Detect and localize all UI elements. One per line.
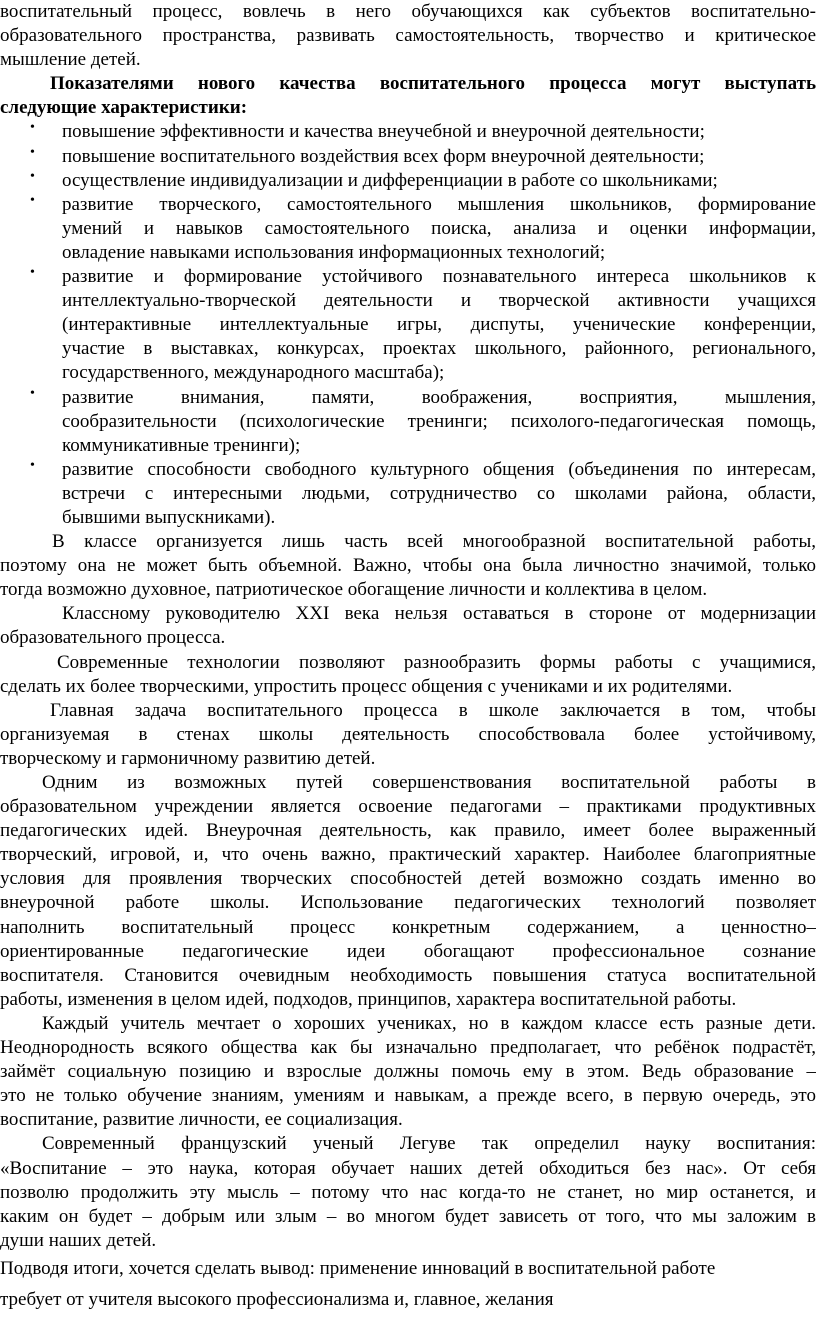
list-item	[0, 193, 816, 265]
text-line: Классному руководителю XXI века нельзя оставаться в стороне от модернизации	[62, 603, 816, 625]
bullet-icon: •	[30, 385, 35, 401]
text-line: каким он будет – добрым или злым – во многом будет зависеть от того, что мы заложим в	[0, 1205, 816, 1227]
text-line: работы, изменения в целом идей, подходов, принципов, характера воспитательной работы.	[0, 988, 737, 1010]
text-line: Неоднородность всякого общества как бы изначально предполагает, что ребёнок подрастёт,	[0, 1037, 816, 1059]
text-line: развитие способности свободного культурного общения (объединения по интересам,	[62, 458, 816, 480]
text-line: воспитателя. Становится очевидным необходимость повышения статуса воспитательной	[0, 964, 816, 986]
text-line: осуществление индивидуализации и дифференциации в работе со школьниками;	[62, 169, 718, 191]
text-line: организуемая в стенах школы деятельность способствовала более устойчивому,	[0, 723, 816, 745]
text-line: сообразительности (психологические тренинги; психолого-педагогическая помощь,	[62, 410, 816, 432]
text-line: Одним из возможных путей совершенствования воспитательной работы в	[42, 772, 816, 793]
text-line: Главная задача воспитательного процесса в школе заключается в том, чтобы	[50, 699, 816, 721]
text-line: Показателями нового качества воспитательного процесса могут выступать	[50, 73, 816, 95]
text-line: коммуникативные тренинги);	[62, 434, 301, 456]
text-line: следующие характеристики:	[0, 97, 248, 119]
list-item	[0, 169, 816, 193]
body-section	[0, 530, 816, 1253]
paragraph	[0, 1132, 816, 1252]
list-item	[0, 458, 816, 530]
list-item	[0, 145, 816, 169]
text-line: условия для проявления творческих способностей детей возможно создать именно во	[0, 868, 816, 890]
list-item	[0, 120, 816, 144]
text-line: ориентированные педагогические идеи обогащают профессиональное сознание	[0, 940, 816, 962]
text-line: образовательного пространства, развивать самостоятельность, творчество и критическое	[0, 25, 816, 47]
text-line: развитие и формирование устойчивого познавательного интереса школьников к	[62, 266, 816, 288]
text-line: государственного, международного масштаба);	[62, 362, 445, 384]
text-line: овладение навыками использования информационных технологий;	[62, 241, 606, 263]
text-line: требует от учителя высокого профессионализма и, главное, желания	[0, 1288, 554, 1310]
text-line: (интерактивные интеллектуальные игры, диспуты, ученические конференции,	[62, 314, 816, 336]
text-line: займёт социальную позицию и взрослые должны помочь ему в этом. Ведь образование –	[0, 1061, 816, 1083]
text-line: наполнить воспитательный процесс конкретным содержанием, а ценностно–	[0, 916, 816, 938]
bullet-icon: •	[30, 265, 35, 281]
paragraph	[0, 72, 816, 120]
paragraph	[0, 0, 816, 72]
text-line: внеурочной работе школы. Использование педагогических технологий позволяет	[0, 892, 816, 914]
text-line: участие в выставках, конкурсах, проектах школьного, районного, регионального,	[62, 338, 816, 360]
list-item	[0, 265, 816, 385]
conclusion-paragraph	[0, 1253, 816, 1315]
text-line: Подводя итоги, хочется сделать вывод: применение инноваций в воспитательной работе	[0, 1257, 716, 1279]
text-line: воспитательный процесс, вовлечь в него обучающихся как субъектов воспитательно-	[0, 1, 816, 22]
bullet-icon: •	[30, 457, 35, 473]
text-line: это не только обучение знаниям, умениям и навыкам, а прежде всего, в первую очередь, это	[0, 1085, 816, 1107]
paragraph	[0, 699, 816, 771]
text-line: повышение воспитательного воздействия всех форм внеурочной деятельности;	[62, 145, 705, 167]
list-item	[0, 386, 816, 458]
bullet-icon: •	[30, 192, 35, 208]
text-line: образовательном учреждении является освоение педагогами – практиками продуктивных	[0, 796, 816, 818]
text-line: поэтому она не может быть объемной. Важно, чтобы она была личностно значимой, только	[0, 555, 816, 577]
text-line: бывшими выпускниками).	[62, 506, 276, 528]
bullet-icon: •	[30, 144, 35, 160]
text-line: интеллектуально-творческой деятельности и творческой активности учащихся	[62, 290, 816, 312]
text-line: развитие внимания, памяти, воображения, восприятия, мышления,	[62, 386, 816, 408]
text-line: «Воспитание – это наука, которая обучает наших детей обходиться без нас». От себя	[0, 1157, 816, 1179]
bullet-icon: •	[30, 120, 35, 136]
paragraph	[0, 1012, 816, 1132]
text-line: развитие творческого, самостоятельного мышления школьников, формирование	[62, 193, 816, 215]
paragraph	[0, 771, 816, 1012]
text-line: творческий, игровой, и, что очень важно, практический характер. Наиболее благоприятные	[0, 844, 816, 866]
paragraph	[0, 530, 816, 602]
paragraph	[0, 651, 816, 699]
text-line: образовательного процесса.	[0, 627, 226, 649]
text-line: позволю продолжить эту мысль – потому что нас когда-то не станет, но мир останется, и	[0, 1181, 816, 1203]
text-line: Каждый учитель мечтает о хороших учениках, но в каждом классе есть разные дети.	[42, 1012, 816, 1034]
characteristics-list	[0, 120, 816, 530]
bullet-icon: •	[30, 168, 35, 184]
text-line: В классе организуется лишь часть всей многообразной воспитательной работы,	[52, 531, 816, 553]
text-line: мышление детей.	[0, 49, 141, 71]
text-line: умений и навыков самостоятельного поиска, анализа и оценки информации,	[62, 217, 816, 239]
text-line: Современные технологии позволяют разнообразить формы работы с учащимися,	[57, 651, 816, 673]
intro-section	[0, 0, 816, 120]
text-line: повышение эффективности и качества внеучебной и внеурочной деятельности;	[62, 121, 705, 143]
text-line: встречи с интересными людьми, сотрудничество со школами района, области,	[62, 482, 816, 504]
text-line: воспитание, развитие личности, ее социализация.	[0, 1109, 403, 1131]
text-line: педагогических идей. Внеурочная деятельность, как правило, имеет более выраженный	[0, 820, 816, 842]
text-line: творческому и гармоничному развитию детей.	[0, 747, 376, 769]
text-line: Современный французский ученый Легуве так определил науку воспитания:	[42, 1133, 816, 1155]
paragraph	[0, 602, 816, 650]
text-line: тогда возможно духовное, патриотическое обогащение личности и коллектива в целом.	[0, 579, 708, 601]
text-line: души наших детей.	[0, 1229, 157, 1251]
text-line: сделать их более творческими, упростить процесс общения с учениками и их родителями.	[0, 675, 733, 697]
